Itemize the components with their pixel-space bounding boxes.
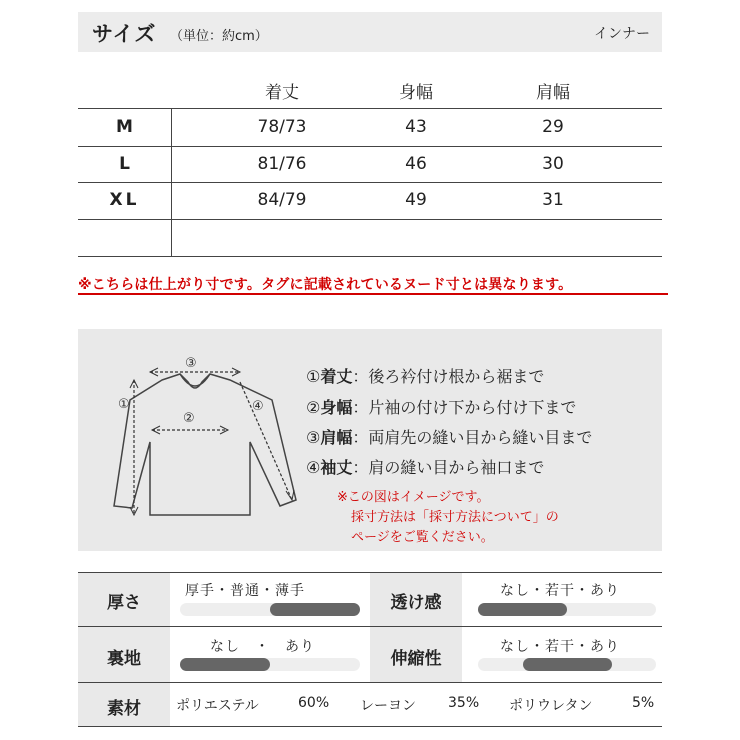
column-header-length: 着丈 <box>265 83 299 103</box>
legend-desc: ：片袖の付け下から付け下まで <box>352 398 577 417</box>
legend-sleeve <box>306 455 544 478</box>
sheer-indicator <box>478 603 567 616</box>
legend-name: 身幅 <box>320 398 353 417</box>
material-percent: 35% <box>448 695 480 711</box>
lining-options: なし ・ あり <box>210 639 315 655</box>
material-name: ポリエステル <box>176 698 259 714</box>
legend-desc: ：両肩先の縫い目から縫い目まで <box>352 428 593 447</box>
thickness-label: 厚さ <box>107 593 141 613</box>
size-label-l: L <box>119 154 130 174</box>
sheer-options: なし・若干・あり <box>500 583 620 599</box>
table-divider <box>78 256 662 257</box>
table-cell: 30 <box>542 154 564 174</box>
size-label-m: M <box>116 117 133 137</box>
diagram-note-line: ページをご覧ください。 <box>351 530 494 545</box>
thickness-options: 厚手・普通・薄手 <box>185 583 305 599</box>
unit-label: （単位：約cm） <box>170 29 268 44</box>
stretch-label: 伸縮性 <box>390 649 442 669</box>
size-title: サイズ <box>92 22 157 46</box>
table-cell: 49 <box>405 190 427 210</box>
table-divider <box>78 219 662 220</box>
shirt-outline <box>114 374 296 515</box>
thickness-indicator <box>270 603 360 616</box>
table-column-divider <box>171 109 172 256</box>
size-header <box>78 12 662 52</box>
legend-shoulder <box>306 425 592 448</box>
table-cell: 81/76 <box>257 154 307 174</box>
marker-shoulder: ③ <box>185 356 197 371</box>
legend-width <box>306 395 576 418</box>
legend-name: 袖丈 <box>320 458 353 477</box>
stretch-options: なし・若干・あり <box>500 639 620 655</box>
material-percent: 5% <box>632 695 655 711</box>
notice-underline <box>78 293 668 295</box>
legend-length <box>306 364 544 387</box>
legend-num: ③ <box>306 428 321 447</box>
attr-divider <box>78 726 662 727</box>
table-cell: 46 <box>405 154 427 174</box>
garment-type: インナー <box>594 26 650 42</box>
size-label-xl: XL <box>109 190 140 210</box>
legend-num: ① <box>306 367 321 386</box>
column-header-width: 身幅 <box>399 83 433 103</box>
garment-diagram <box>90 350 305 535</box>
table-cell: 84/79 <box>257 190 307 210</box>
table-cell: 29 <box>542 117 564 137</box>
finished-size-notice: ※こちらは仕上がり寸です。タグに記載されているヌード寸とは異なります。 <box>78 277 573 293</box>
legend-name: 着丈 <box>320 367 353 386</box>
marker-width: ② <box>183 411 195 426</box>
legend-desc: ：後ろ衿付け根から裾まで <box>352 367 545 386</box>
measure-line-sleeve <box>240 382 292 500</box>
marker-length: ① <box>118 397 130 412</box>
sheer-label: 透け感 <box>390 593 442 613</box>
table-cell: 78/73 <box>257 117 307 137</box>
diagram-note-line: 採寸方法は「採寸方法について」の <box>351 510 559 525</box>
stretch-indicator <box>523 658 612 671</box>
lining-label: 裏地 <box>107 649 141 669</box>
legend-name: 肩幅 <box>320 428 353 447</box>
lining-indicator <box>180 658 270 671</box>
table-divider <box>78 108 662 109</box>
neckline <box>180 374 210 386</box>
material-name: ポリウレタン <box>509 698 593 714</box>
material-name: レーヨン <box>360 698 416 714</box>
legend-desc: ：肩の縫い目から袖口まで <box>352 458 545 477</box>
legend-num: ④ <box>306 458 321 477</box>
material-label: 素材 <box>107 699 141 719</box>
table-cell: 31 <box>542 190 564 210</box>
marker-sleeve: ④ <box>252 399 264 414</box>
column-header-shoulder: 肩幅 <box>536 83 570 103</box>
legend-num: ② <box>306 398 321 417</box>
arrowhead <box>286 490 294 500</box>
table-divider <box>78 182 662 183</box>
table-cell: 43 <box>405 117 427 137</box>
diagram-note-line: ※この図はイメージです。 <box>337 490 490 505</box>
material-percent: 60% <box>298 695 330 711</box>
table-divider <box>78 146 662 147</box>
